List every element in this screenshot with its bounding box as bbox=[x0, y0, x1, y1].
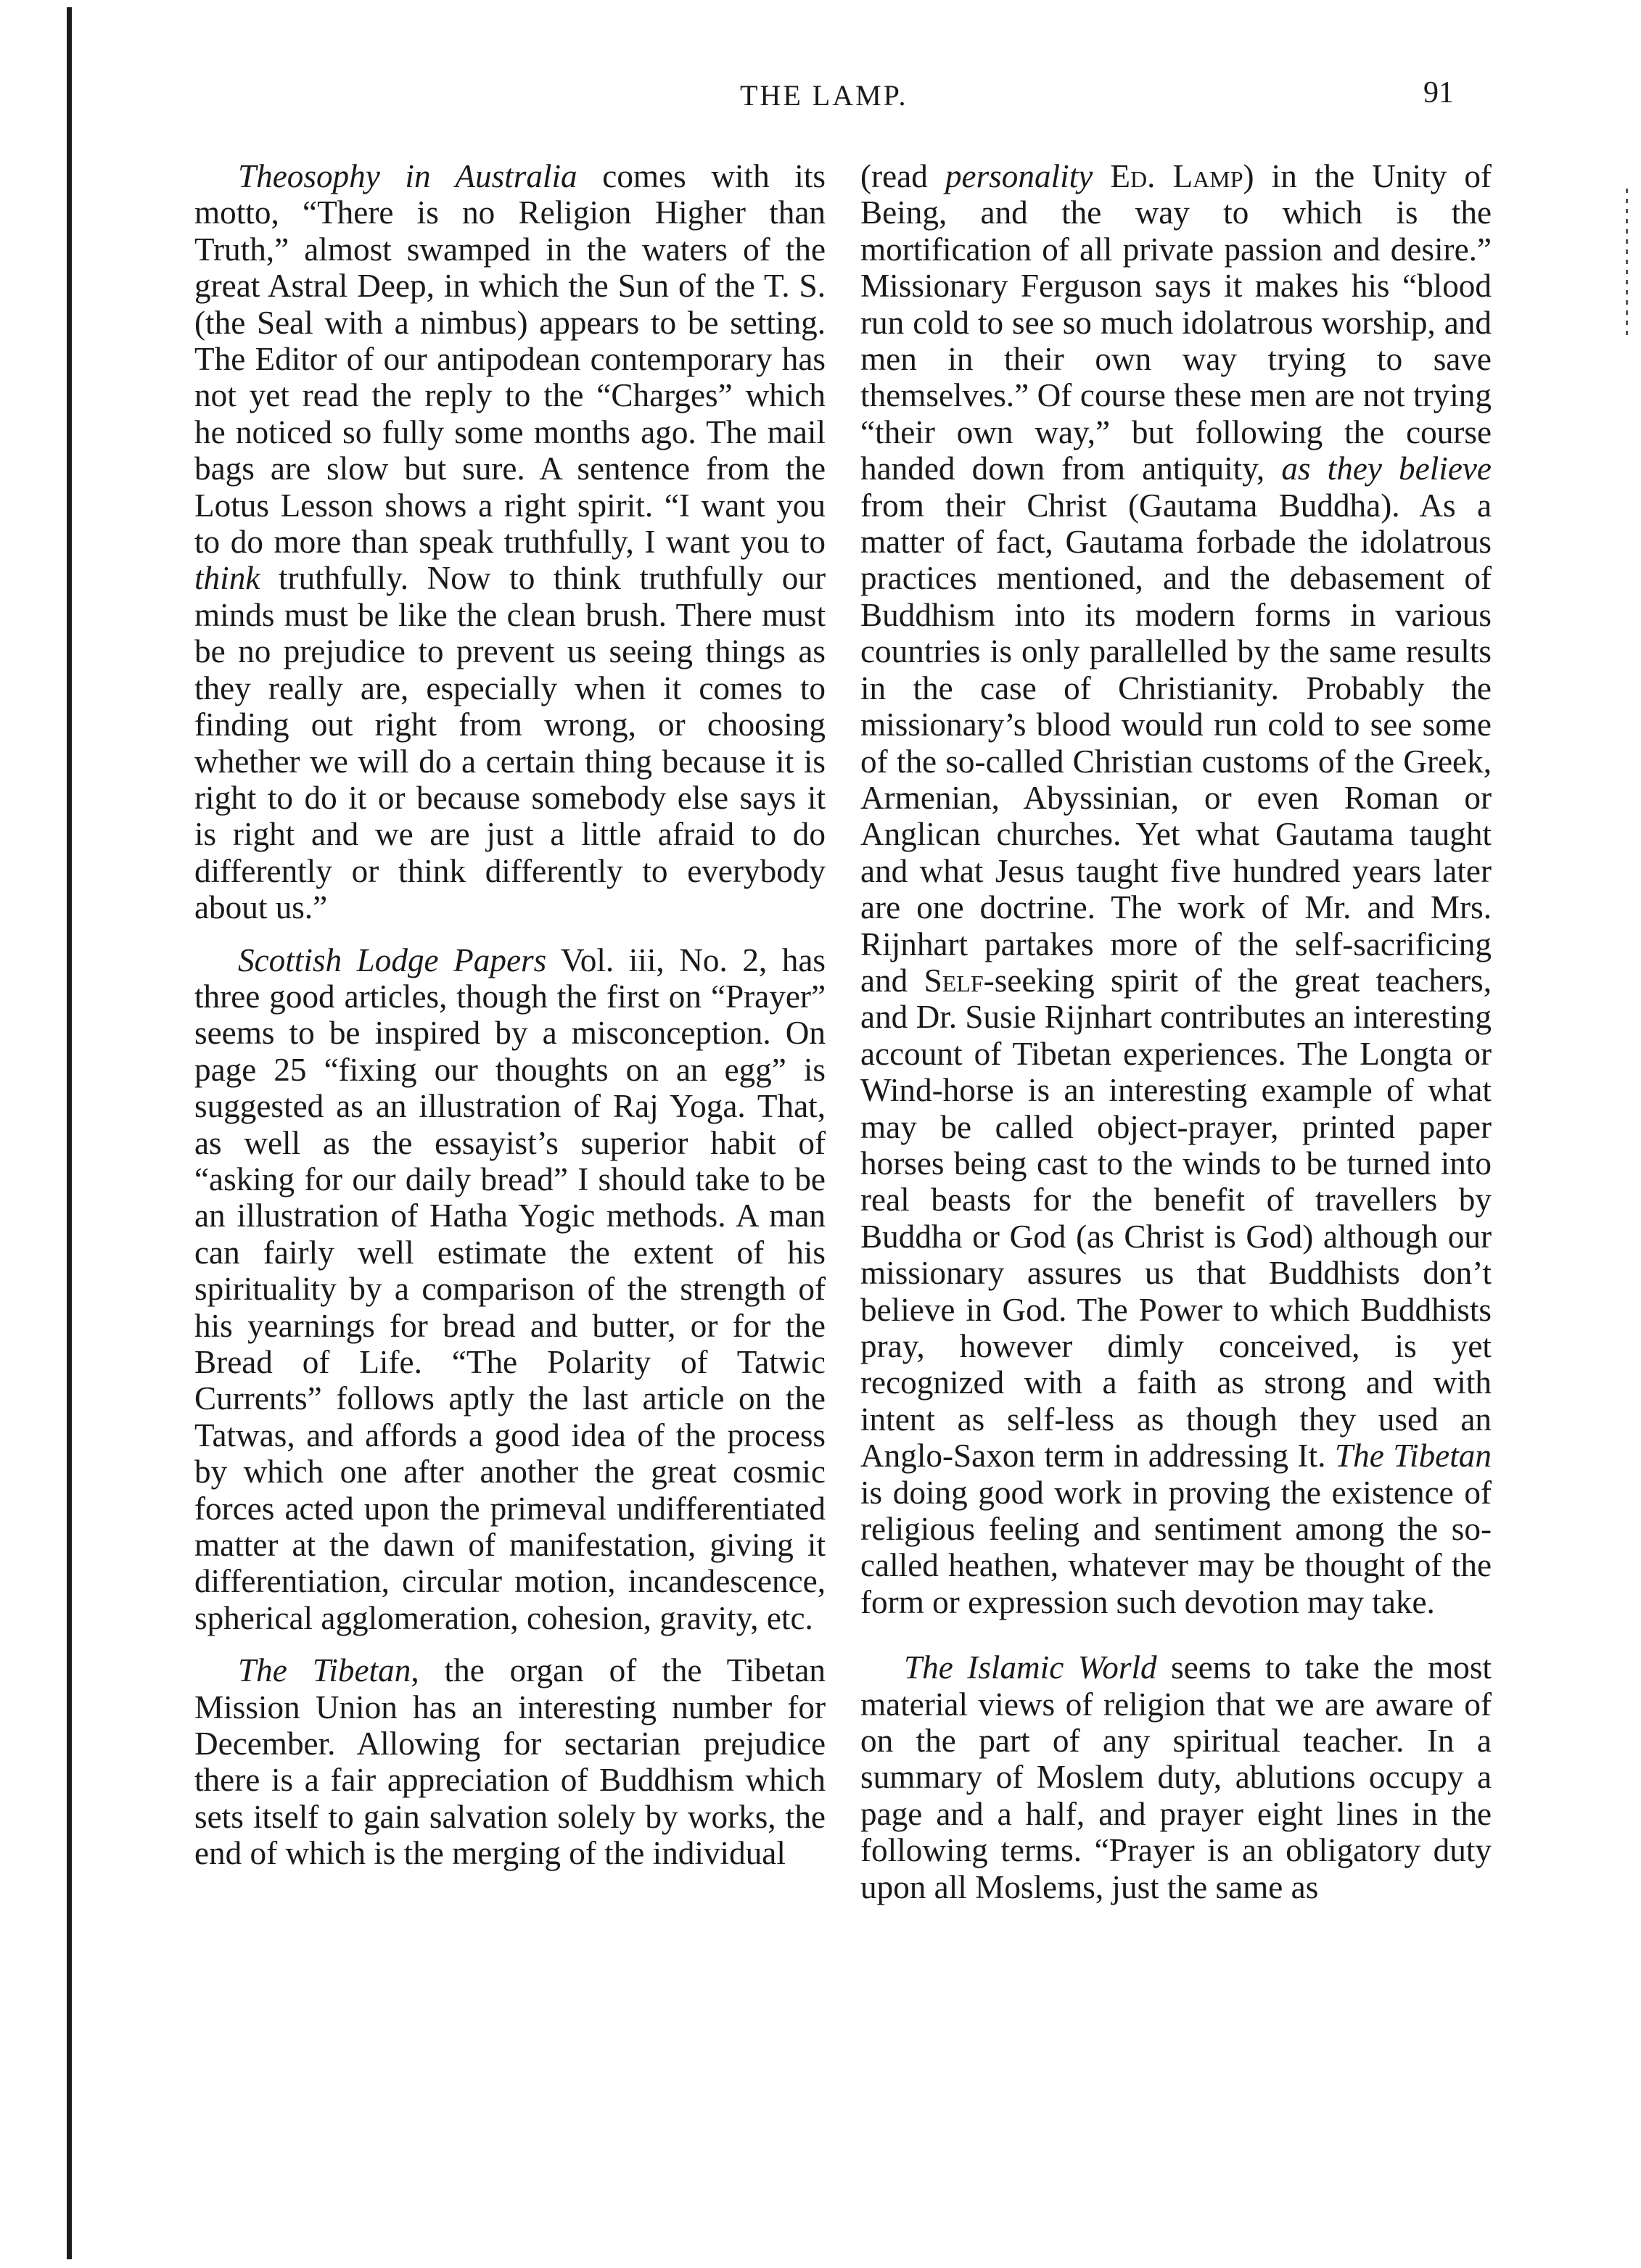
paragraph-text: is doing good work in proving the existence of religious feeling and sentiment among the so-called heathen, whatever may be thought of the form or expression such devotion may take. bbox=[860, 1474, 1492, 1620]
small-caps-word: Self bbox=[924, 962, 984, 999]
paragraph-text: ) in the Unity of Being, and the way to which is the mortification of all private passion and desire.” Missionary Ferguson says it makes his “blood run cold to see so much idolatrous worship, and men in their own way trying to save themselves.” Of course these men are not trying “their own way,” but following the course handed down from antiquity, bbox=[860, 158, 1492, 487]
page-edge-mark bbox=[1626, 189, 1628, 341]
periodical-title: The Tibetan bbox=[238, 1652, 411, 1689]
paragraph-text: comes with its motto, “There is no Religion Higher than Truth,” almost swamped in the waters of the great Astral Deep, in which the Sun of the T. S. (the Seal with a nimbus) appears to be setting. The Editor of our antipodean contemporary has not yet read the reply to the “Charges” which he noticed so fully some months ago. The mail bags are slow but sure. A sentence from the Lotus Lesson shows a right spirit. “I want you to do more than speak truthfully, I want you to bbox=[194, 158, 826, 561]
paragraph-scottish-lodge-papers bbox=[194, 942, 826, 1637]
emphasis: as they believe bbox=[1281, 450, 1492, 487]
paragraph-text: truthfully. Now to think truthfully our minds must be like the clean brush. There must be no prejudice to prevent us seeing things as they really are, especially when it comes to finding out right from wrong, or choosing whether we will do a certain thing because it is right to do it or because somebody else says it is right and we are just a little afraid to do differently or think differently to everybody about us.” bbox=[194, 560, 826, 926]
paragraph-text: , the organ of the Tibetan Mission Union has an interesting number for December. Allowing for sectarian prejudice there is a fair appreciation of Buddhism which sets itself to gain salvation solely by works, the end of which is the merging of the individual bbox=[194, 1652, 826, 1872]
paragraph-text: (read bbox=[860, 158, 945, 194]
binding-margin-rule bbox=[67, 7, 72, 2259]
editor-note: Ed. Lamp bbox=[1093, 158, 1243, 194]
paragraph-the-islamic-world bbox=[860, 1649, 1492, 1905]
periodical-title: The Islamic World bbox=[904, 1649, 1157, 1686]
paragraph-tibetan-continued bbox=[860, 158, 1492, 1620]
paragraph-text: from their Christ (Gautama Buddha). As a matter of fact, Gautama forbade the idolatrous practices mentioned, and the debasement of Buddhism into its modern forms in various countries is only parallelled by the same results in the case of Christianity. Probably the missionary’s blood would run cold to see some of the so-called Christian customs of the Greek, Armenian, Abyssinian, or even Roman or Anglican churches. Yet what Gautama taught and what Jesus taught five hundred years later are one doctrine. The work of Mr. and Mrs. Rijnhart partakes more of the self-sacrificing and bbox=[860, 487, 1492, 999]
paragraph-text: -seeking spirit of the great teachers, and Dr. Susie Rijnhart contributes an interesting account of Tibetan experiences. The Longta or Wind-horse is an interesting example of what may be called object-prayer, printed paper horses being cast to the winds to be turned into real beasts for the benefit of travellers by Buddha or God (as Christ is God) although our missionary assures us that Buddhists don’t believe in God. The Power to which Buddhists pray, however dimly conceived, is yet recognized with a faith as strong and with intent as self-less as though they used an Anglo-Saxon term in addressing It. bbox=[860, 962, 1492, 1475]
paragraph-text: seems to take the most material views of religion that we are aware of on the part of any spiritual teacher. In a summary of Moslem duty, ablutions occupy a page and a half, and prayer eight lines in the following terms. “Prayer is an obligatory duty upon all Moslems, just the same as bbox=[860, 1649, 1492, 1905]
periodical-title: The Tibetan bbox=[1335, 1438, 1492, 1475]
page-number: 91 bbox=[1423, 76, 1454, 110]
left-column bbox=[194, 158, 826, 1872]
periodical-title: Theosophy in Australia bbox=[238, 158, 577, 194]
running-head: THE LAMP. bbox=[740, 79, 908, 112]
emphasis: think bbox=[194, 560, 260, 597]
paragraph-text: Vol. iii, No. 2, has three good articles, though the first on “Prayer” seems to be inspired by a misconception. On page 25 “fixing our thoughts on an egg” is suggested as an illustration of Raj Yoga. That, as well as the essayist’s superior habit of “asking for our daily bread” I should take to be an illustration of Hatha Yogic methods. A man can fairly well estimate the extent of his spirituality by a comparison of the strength of his yearnings for bread and butter, or for the Bread of Life. “The Polarity of Tatwic Currents” follows aptly the last article on the Tatwas, and affords a good idea of the process by which one after another the great cosmic forces acted upon the primeval undifferentiated matter at the dawn of manifestation, giving it differentiation, circular motion, incandescence, spherical agglomeration, cohesion, gravity, etc. bbox=[194, 941, 826, 1636]
paragraph-the-tibetan bbox=[194, 1652, 826, 1871]
paragraph-theosophy-in-australia bbox=[194, 158, 826, 926]
right-column bbox=[860, 158, 1492, 1905]
periodical-title: Scottish Lodge Papers bbox=[238, 941, 547, 978]
emphasis: personality bbox=[945, 158, 1093, 194]
